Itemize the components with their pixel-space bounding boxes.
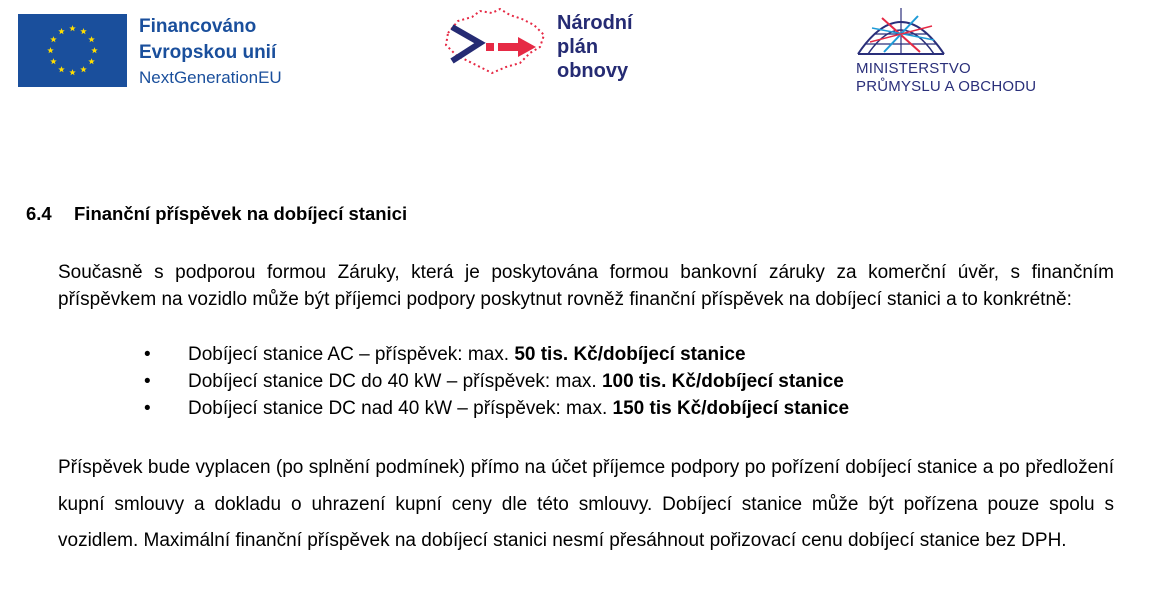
list-item-text: Dobíjecí stanice DC nad 40 kW – příspěvek: max. (188, 398, 613, 419)
intro-paragraph: Současně s podporou formou Záruky, která je poskytována formou bankovní záruky za komerční úvěr, s finančním příspěvkem na vozidlo může být příjemci podpory poskytnut rovněž finanční příspěvek na dobíjecí stanici a to konkrétně: (58, 262, 1114, 310)
contribution-list (140, 341, 849, 422)
closing-paragraph: Příspěvek bude vyplacen (po splnění podmínek) přímo na účet příjemce podpory po pořízení dobíjecí stanice a po předložení kupní smlouvy a dokladu o uhrazení kupní ceny dle této smlouvy. Dobíjecí stanice může být pořízena pouze spolu s vozidlem. Maximální finanční příspěvek na dobíjecí stanici nesmí přesáhnout pořizovací cenu dobíjecí stanice bez DPH. (58, 457, 1114, 551)
list-item-amount: 150 tis Kč/dobíjecí stanice (612, 398, 850, 419)
eu-funding-text (139, 14, 282, 90)
npo-line-1: Národní (557, 12, 633, 34)
eu-line-3: NextGenerationEU (139, 68, 282, 87)
mpo-logo-text (856, 60, 1036, 96)
list-item-amount: 50 tis. Kč/dobíjecí stanice (514, 344, 746, 365)
list-item (140, 395, 849, 422)
npo-line-2: plán (557, 36, 599, 58)
section-title: Finanční příspěvek na dobíjecí stanici (74, 203, 408, 224)
section-number: 6.4 (26, 203, 52, 224)
list-item (140, 341, 849, 368)
list-item-text: Dobíjecí stanice DC do 40 kW – příspěvek: max. (188, 371, 602, 392)
list-item-amount: 100 tis. Kč/dobíjecí stanice (601, 371, 844, 392)
mpo-line-2: PRŮMYSLU A OBCHODU (856, 78, 1037, 95)
eu-line-1: Financováno (139, 16, 257, 37)
list-item (140, 368, 849, 395)
npo-logo-text (557, 11, 633, 83)
list-item-text: Dobíjecí stanice AC – příspěvek: max. (188, 344, 515, 365)
eu-flag-icon (18, 14, 127, 92)
npo-line-3: obnovy (557, 60, 629, 82)
czech-map-arrow-icon (440, 3, 552, 86)
ministry-dome-icon (854, 4, 948, 63)
eu-line-2: Evropskou unií (139, 42, 277, 63)
section-heading (26, 201, 407, 227)
mpo-line-1: MINISTERSTVO (856, 60, 971, 77)
